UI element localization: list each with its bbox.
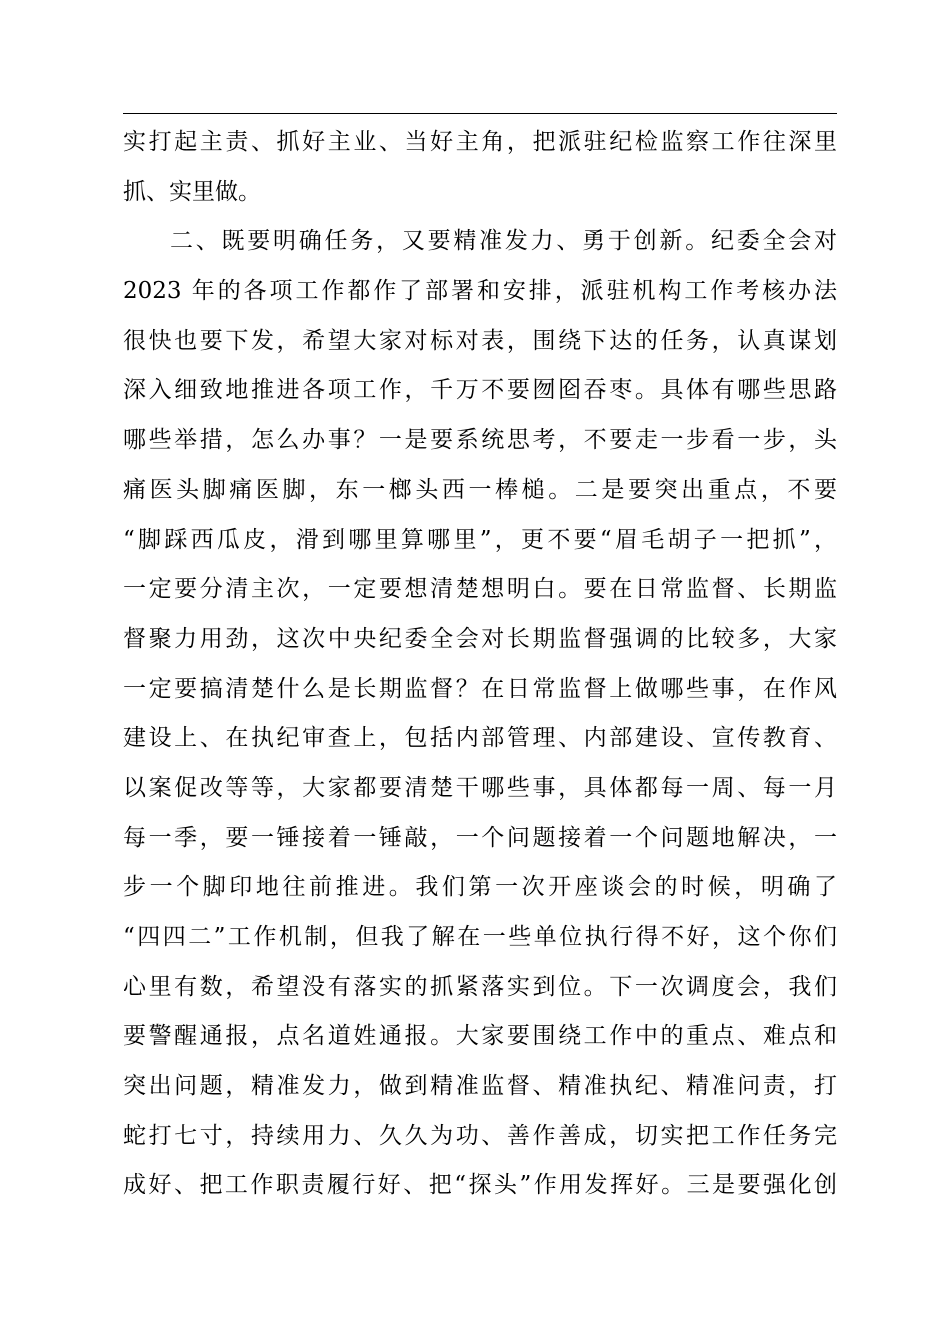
text-line: 蛇打七寸，持续用力、久久为功、善作善成，切实把工作任务完 [123,1122,837,1149]
text-line: 实打起主责、抓好主业、当好主角，把派驻纪检监察工作往深里 [123,129,837,155]
text-line: 二、既要明确任务，又要精准发力、勇于创新。纪委全会对 [170,228,837,255]
text-line: 心里有数，希望没有落实的抓紧落实到位。下一次调度会，我们 [123,973,837,1000]
text-line: 督聚力用劲，这次中央纪委全会对长期监督强调的比较多，大家 [123,625,837,652]
text-line: 哪些举措，怎么办事？一是要系统思考，不要走一步看一步，头 [123,427,837,454]
text-line: 2023 年的各项工作都作了部署和安排，派驻机构工作考核办法 [123,278,837,305]
text-line: 成好、把工作职责履行好、把“探头”作用发挥好。三是要强化创 [123,1172,837,1199]
text-line: 要警醒通报，点名道姓通报。大家要围绕工作中的重点、难点和 [123,1023,837,1050]
text-line: 痛医头脚痛医脚，东一榔头西一棒槌。二是要突出重点，不要 [123,476,837,503]
text-line: “四四二”工作机制，但我了解在一些单位执行得不好，这个你们 [123,924,837,950]
text-line: 深入细致地推进各项工作，千万不要囫囵吞枣。具体有哪些思路 [123,377,837,404]
text-line: 突出问题，精准发力，做到精准监督、精准执纪、精准问责，打 [123,1073,837,1100]
text-line: 步一个脚印地往前推进。我们第一次开座谈会的时候，明确了 [123,874,837,901]
text-line: 一定要分清主次，一定要想清楚想明白。要在日常监督、长期监 [123,576,837,603]
text-line: “脚踩西瓜皮，滑到哪里算哪里”，更不要“眉毛胡子一把抓”， [123,526,837,553]
text-line: 一定要搞清楚什么是长期监督？在日常监督上做哪些事，在作风 [123,675,837,702]
body-text [123,118,837,1211]
text-line: 很快也要下发，希望大家对标对表，围绕下达的任务，认真谋划 [123,327,837,354]
text-line: 以案促改等等，大家都要清楚干哪些事，具体都每一周、每一月 [123,774,837,801]
text-line: 每一季，要一锤接着一锤敲，一个问题接着一个问题地解决，一 [123,824,837,851]
text-line: 建设上、在执纪审查上，包括内部管理、内部建设、宣传教育、 [123,725,837,752]
header-rule [123,113,837,114]
text-line: 抓、实里做。 [123,178,261,205]
